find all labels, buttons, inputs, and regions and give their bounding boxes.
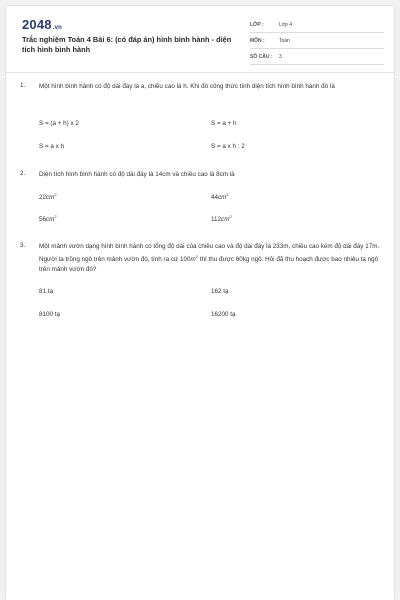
document-page xyxy=(6,6,394,600)
meta-label: SỐ CÂU : xyxy=(250,53,273,60)
question-text: Một mảnh vườn dạng hình bình hành có tổng độ dài của chiều cao và độ dài đáy là 233m, chiều cao kém độ dài đáy 17m. Người ta trồng ngô trên mảnh vườn đó, tính ra cứ $100m^2$ thì thu được 60kg ngô. Hỏi đã thu hoạch được bao nhiêu tạ ngô trên mảnh vườn đó? xyxy=(39,243,380,274)
meta-row-subject xyxy=(250,33,384,49)
meta-value: 3 xyxy=(279,53,282,60)
meta-value: Lớp 4 xyxy=(279,21,293,28)
header-divider xyxy=(6,72,394,73)
answer-option-a[interactable]: S = (a + h) x 2 xyxy=(39,120,79,127)
meta-value: Toán xyxy=(279,37,290,44)
question-number: 2. xyxy=(20,170,26,177)
answer-option-a[interactable]: 81 tạ xyxy=(39,288,54,295)
answer-option-c[interactable]: 8100 tạ xyxy=(39,311,61,318)
question-number: 3. xyxy=(20,242,26,249)
answer-option-d[interactable]: 16200 tạ xyxy=(211,311,236,318)
answer-option-a[interactable]: $22cm^2$ xyxy=(39,192,57,202)
answer-option-b[interactable]: $44cm^2$ xyxy=(211,192,229,202)
document-header xyxy=(6,6,394,72)
question-text: Một hình bình hành có độ dài đáy là a, chiều cao là h. Khi đó công thức tính diện tích hình bình hành đó là xyxy=(39,83,335,90)
question-text: Diện tích hình bình hành có độ dài đáy là 14cm và chiều cao là 8cm là xyxy=(39,171,235,178)
answer-option-c[interactable]: S = a x h xyxy=(39,143,65,150)
meta-row-class xyxy=(250,17,384,33)
document-title: Trắc nghiệm Toán 4 Bài 6: (có đáp án) hình bình hành - diện tích hình bình hành xyxy=(22,35,232,54)
answer-option-b[interactable]: 162 tạ xyxy=(211,288,229,295)
answer-option-d[interactable]: $112cm^2$ xyxy=(211,214,232,224)
meta-label: MÔN : xyxy=(250,37,265,44)
site-logo[interactable]: 2048.vn xyxy=(22,17,63,32)
answer-option-c[interactable]: $56cm^2$ xyxy=(39,214,57,224)
answer-option-b[interactable]: S = a + h xyxy=(211,120,237,127)
meta-info xyxy=(250,17,384,65)
question-number: 1. xyxy=(20,82,26,89)
answer-option-d[interactable]: S = a x h : 2 xyxy=(211,143,245,150)
meta-label: LỚP : xyxy=(250,21,264,28)
meta-row-question-count xyxy=(250,49,384,65)
